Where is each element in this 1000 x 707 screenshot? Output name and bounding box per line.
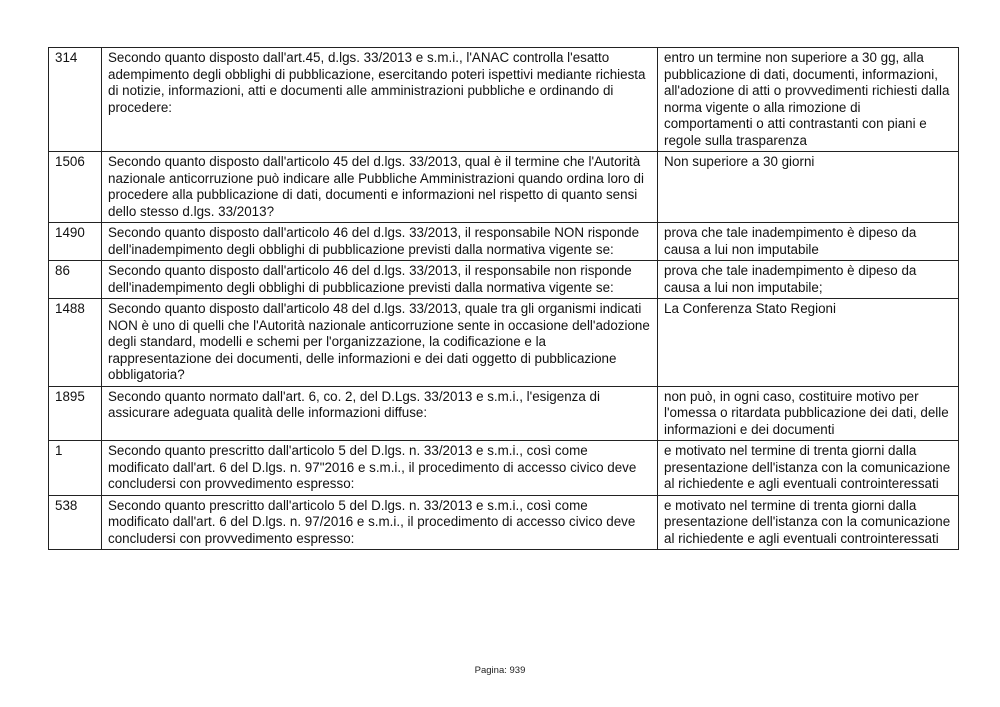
question-text: Secondo quanto prescritto dall'articolo 5 del D.lgs. n. 33/2013 e s.m.i., così come modificato dall'art. 6 del D.lgs. n. 97/2016 e s.m.i., il procedimento di accesso civico deve concludersi con provvedimento espresso: [102, 495, 658, 550]
question-text: Secondo quanto disposto dall'articolo 46 del d.lgs. 33/2013, il responsabile non risponde dell'inadempimento degli obblighi di pubblicazione previsti dalla normativa vigente se: [102, 261, 658, 299]
question-text: Secondo quanto disposto dall'art.45, d.lgs. 33/2013 e s.m.i., l'ANAC controlla l'esatto adempimento degli obblighi di pubblicazione, esercitando poteri ispettivi mediante richiesta di notizie, informazioni, atti e documenti alle amministrazioni pubbliche e ordinando di procedere: [102, 48, 658, 152]
question-id: 1490 [49, 223, 102, 261]
answer-text: entro un termine non superiore a 30 gg, alla pubblicazione di dati, documenti, informazioni, all'adozione di atti o provvedimenti richiesti dalla norma vigente o alla rimozione di comportamenti o atti contrastanti con piani e regole sulla trasparenza [658, 48, 959, 152]
question-id: 1506 [49, 152, 102, 223]
question-text: Secondo quanto disposto dall'articolo 46 del d.lgs. 33/2013, il responsabile NON risponde dell'inadempimento degli obblighi di pubblicazione previsti dalla normativa vigente se: [102, 223, 658, 261]
question-id: 1895 [49, 386, 102, 441]
table-row [49, 223, 959, 261]
question-id: 538 [49, 495, 102, 550]
answer-text: e motivato nel termine di trenta giorni dalla presentazione dell'istanza con la comunicazione al richiedente e agli eventuali controinteressati [658, 495, 959, 550]
question-table [48, 47, 959, 550]
table-row [49, 441, 959, 496]
question-text: Secondo quanto disposto dall'articolo 48 del d.lgs. 33/2013, quale tra gli organismi indicati NON è uno di quelli che l'Autorità nazionale anticorruzione sente in occasione dell'adozione degli standard, modelli e schemi per l'organizzazione, la codificazione e la rappresentazione dei documenti, delle informazioni e dei dati oggetto di pubblicazione obbligatoria? [102, 299, 658, 387]
question-text: Secondo quanto disposto dall'articolo 45 del d.lgs. 33/2013, qual è il termine che l'Autorità nazionale anticorruzione può indicare alle Pubbliche Amministrazioni quando ordina loro di procedere alla pubblicazione di dati, documenti e informazioni nel rispetto di quanto sensi dello stesso d.lgs. 33/2013? [102, 152, 658, 223]
question-id: 314 [49, 48, 102, 152]
table-row [49, 495, 959, 550]
table-row [49, 48, 959, 152]
table-row [49, 386, 959, 441]
question-text: Secondo quanto normato dall'art. 6, co. 2, del D.Lgs. 33/2013 e s.m.i., l'esigenza di assicurare adeguata qualità delle informazioni diffuse: [102, 386, 658, 441]
page-number: Pagina: 939 [474, 665, 526, 676]
answer-text: Non superiore a 30 giorni [658, 152, 959, 223]
question-id: 86 [49, 261, 102, 299]
answer-text: prova che tale inadempimento è dipeso da causa a lui non imputabile [658, 223, 959, 261]
question-id: 1 [49, 441, 102, 496]
question-text: Secondo quanto prescritto dall'articolo 5 del D.lgs. n. 33/2013 e s.m.i., così come modificato dall'art. 6 del D.lgs. n. 97"2016 e s.m.i., il procedimento di accesso civico deve concludersi con provvedimento espresso: [102, 441, 658, 496]
question-id: 1488 [49, 299, 102, 387]
table-row [49, 261, 959, 299]
table-row [49, 299, 959, 387]
answer-text: prova che tale inadempimento è dipeso da causa a lui non imputabile; [658, 261, 959, 299]
answer-text: non può, in ogni caso, costituire motivo per l'omessa o ritardata pubblicazione dei dati, delle informazioni e dei documenti [658, 386, 959, 441]
answer-text: e motivato nel termine di trenta giorni dalla presentazione dell'istanza con la comunicazione al richiedente e agli eventuali controinteressati [658, 441, 959, 496]
answer-text: La Conferenza Stato Regioni [658, 299, 959, 387]
table-row [49, 152, 959, 223]
